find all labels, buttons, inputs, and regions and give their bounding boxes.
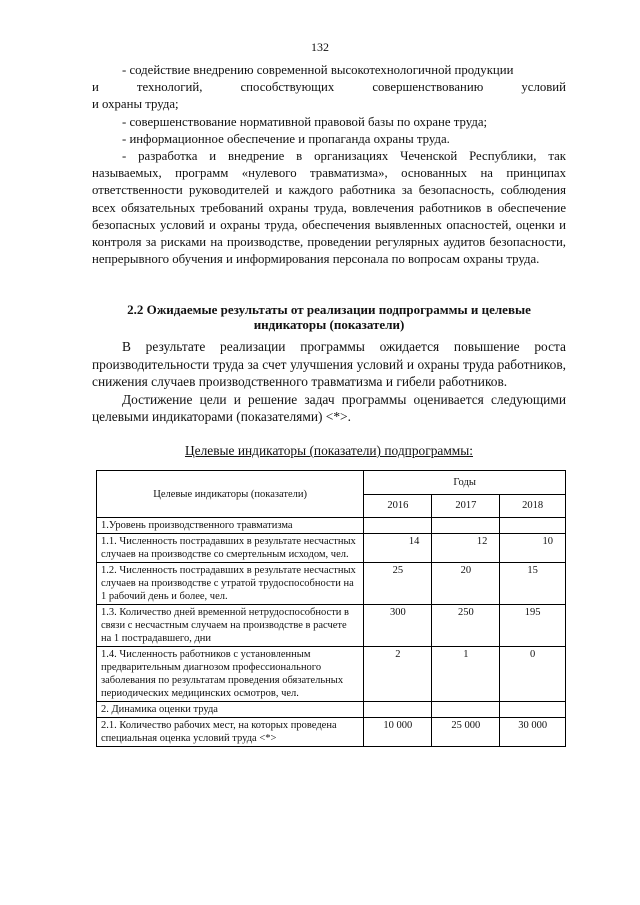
section-label: 1.Уровень производственного травматизма [97,518,364,534]
header-years: Годы [364,471,566,495]
empty-cell [432,518,500,534]
value-2016: 10 000 [364,718,432,747]
empty-cell [364,702,432,718]
table-row [97,563,566,605]
value-2016: 300 [364,605,432,647]
intro-paragraph: - информационное обеспечение и пропаганда охраны труда. [122,131,450,146]
intro-word: и [92,80,99,95]
empty-cell [364,518,432,534]
table-caption: Целевые индикаторы (показатели) подпрограммы: [184,443,473,458]
table-row [97,647,566,702]
indicator-label: 1.2. Численность пострадавших в результате несчастных случаев на производстве с утратой трудоспособности на 1 рабочий день и более, чел. [97,563,364,605]
results-paragraph: В результате реализации программы ожидается повышение роста производительности труда за счет улучшения условий и охраны труда работников, снижения случаев производственного травматизма и гибели работников. [92,339,566,389]
table-row [97,534,566,563]
results-paragraph: Достижение цели и решение задач программы оценивается следующими целевыми индикаторами (показателями) <*>. [92,391,566,424]
section-heading-line: индикаторы (показатели) [253,317,405,332]
intro-paragraph: - содействие внедрению современной высокотехнологичной продукции [122,63,514,77]
empty-cell [432,702,500,718]
header-indicators: Целевые индикаторы (показатели) [97,471,364,518]
section-heading [92,302,566,332]
value-2017: 1 [432,647,500,702]
indicator-label: 1.1. Численность пострадавших в результате несчастных случаев на производстве со смертельным исходом, чел. [97,534,364,563]
header-year: 2017 [432,494,500,518]
value-2017: 250 [432,605,500,647]
value-2016: 14 [364,534,432,563]
intro-word: совершенствованию [372,80,484,95]
intro-word: технологий, [136,80,203,95]
intro-paragraph: и охраны труда; [92,97,179,112]
indicator-label: 1.3. Количество дней временной нетрудоспособности в связи с несчастным случаем на производстве в расчете на 1 пострадавшего, дни [97,605,364,647]
table-row [97,605,566,647]
indicator-label: 2.1. Количество рабочих мест, на которых проведена специальная оценка условий труда <*> [97,718,364,747]
value-2018: 15 [500,563,566,605]
results-text [92,338,566,426]
value-2018: 0 [500,647,566,702]
intro-word: способствующих [240,80,335,95]
page-number: 132 [311,40,329,54]
intro-line-technologies [92,79,566,96]
value-2016: 2 [364,647,432,702]
intro-paragraph: - совершенствование нормативной правовой базы по охране труда; [122,114,488,129]
value-2017: 25 000 [432,718,500,747]
value-2018: 195 [500,605,566,647]
table-section-row [97,518,566,534]
indicators-table [96,470,566,747]
table-row [97,718,566,747]
table-header-row [97,471,566,495]
section-heading-line: 2.2 Ожидаемые результаты от реализации подпрограммы и целевые [127,302,531,317]
empty-cell [500,518,566,534]
header-year: 2016 [364,494,432,518]
table-section-row [97,702,566,718]
empty-cell [500,702,566,718]
intro-paragraph: - разработка и внедрение в организациях Чеченской Республики, так называемых, программ «нулевого травматизма», основанных на принципах ответственности руководителей и каждого работника за безопасность, соблюдения всех обязательных требований охраны труда, вовлечения работников в обеспечение безопасных условий и охраны труда, обеспечения выявленных опасностей, оценки и контроля за рисками на производстве, проведении регулярных аудитов безопасности, непрерывного обучения и информирования персонала по вопросам охраны труда. [92,149,566,267]
value-2018: 10 [500,534,566,563]
value-2017: 12 [432,534,500,563]
header-year: 2018 [500,494,566,518]
intro-text [92,62,566,268]
value-2018: 30 000 [500,718,566,747]
value-2017: 20 [432,563,500,605]
value-2016: 25 [364,563,432,605]
section-label: 2. Динамика оценки труда [97,702,364,718]
indicator-label: 1.4. Численность работников с установленным предварительным диагнозом профессионального заболевания по результатам проведения обязательных периодических медицинских осмотров, чел. [97,647,364,702]
intro-word: условий [521,80,566,95]
